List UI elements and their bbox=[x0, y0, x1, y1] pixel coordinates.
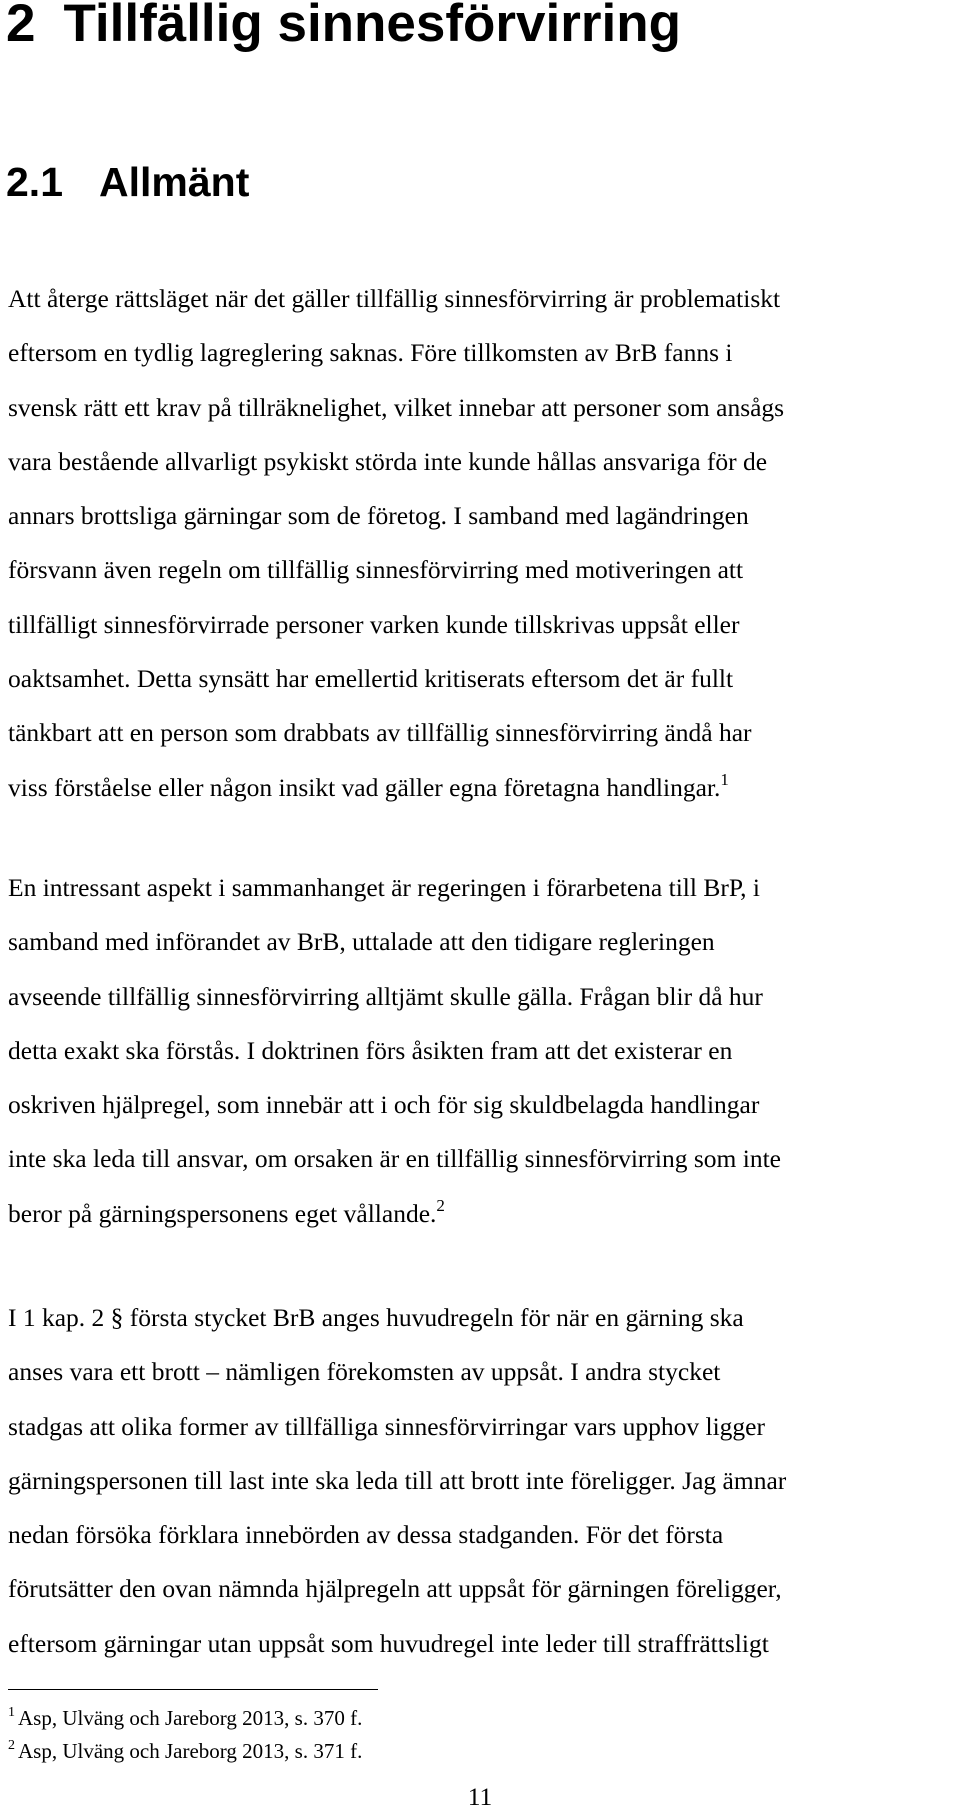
paragraph-1 bbox=[8, 272, 958, 815]
text-line: försvann även regeln om tillfällig sinnesförvirring med motiveringen att bbox=[8, 555, 744, 585]
text-line: gärningspersonen till last inte ska leda till att brott inte föreligger. Jag ämnar bbox=[8, 1465, 787, 1495]
footnote-text: Asp, Ulväng och Jareborg 2013, s. 371 f. bbox=[18, 1739, 363, 1763]
text-line: En intressant aspekt i sammanhanget är regeringen i förarbetena till BrP, i bbox=[8, 873, 761, 902]
chapter-number: 2 bbox=[6, 0, 36, 53]
text-line: I 1 kap. 2 § första stycket BrB anges huvudregeln för när en gärning ska bbox=[8, 1303, 744, 1332]
text-line: inte ska leda till ansvar, om orsaken är en tillfällig sinnesförvirring som inte bbox=[8, 1144, 781, 1174]
text-line: oskriven hjälpregel, som innebär att i och för sig skuldbelagda handlingar bbox=[8, 1090, 760, 1120]
text-line: förutsätter den ovan nämnda hjälpregeln att uppsåt för gärningen föreligger, bbox=[8, 1574, 782, 1604]
text-line: nedan försöka förklara innebörden av dessa stadganden. För det första bbox=[8, 1520, 724, 1550]
paragraph-2 bbox=[8, 861, 958, 1241]
footnote-mark: 2 bbox=[8, 1738, 15, 1753]
text-line: detta exakt ska förstås. I doktrinen förs åsikten fram att det existerar en bbox=[8, 1035, 733, 1065]
text-line: annars brottsliga gärningar som de företog. I samband med lagändringen bbox=[8, 501, 749, 531]
text-line bbox=[8, 761, 958, 815]
footnote-1 bbox=[8, 1702, 362, 1735]
footnotes bbox=[8, 1702, 362, 1768]
text-line: samband med införandet av BrB, uttalade att den tidigare regleringen bbox=[8, 927, 715, 957]
text-line: oaktsamhet. Detta synsätt har emellertid kritiserats eftersom det är fullt bbox=[8, 664, 734, 694]
footnote-reference-1[interactable]: 1 bbox=[720, 769, 729, 789]
text-line-content: viss förståelse eller någon insikt vad gäller egna företagna handlingar. bbox=[8, 772, 721, 802]
text-line: eftersom en tydlig lagreglering saknas. Före tillkomsten av BrB fanns i bbox=[8, 338, 733, 368]
text-line: stadgas att olika former av tillfälliga sinnesförvirringar vars upphov ligger bbox=[8, 1411, 765, 1441]
page-number: 11 bbox=[467, 1782, 493, 1811]
text-line-content: beror på gärningspersonens eget vållande. bbox=[8, 1198, 437, 1228]
footnote-reference-2[interactable]: 2 bbox=[436, 1195, 445, 1215]
section-number: 2.1 bbox=[6, 159, 63, 205]
chapter-heading bbox=[6, 0, 681, 54]
footnote-separator bbox=[8, 1689, 378, 1690]
text-line: vara bestående allvarligt psykiskt störda inte kunde hållas ansvariga för de bbox=[8, 446, 768, 476]
text-line: eftersom gärningar utan uppsåt som huvudregel inte leder till straffrättsligt bbox=[8, 1628, 769, 1658]
text-line bbox=[8, 1187, 958, 1241]
text-line: anses vara ett brott – nämligen förekomsten av uppsåt. I andra stycket bbox=[8, 1357, 721, 1387]
text-line: avseende tillfällig sinnesförvirring alltjämt skulle gälla. Frågan blir då hur bbox=[8, 981, 763, 1011]
footnote-2 bbox=[8, 1735, 362, 1768]
footnote-text: Asp, Ulväng och Jareborg 2013, s. 370 f. bbox=[18, 1706, 363, 1730]
section-heading bbox=[6, 158, 249, 206]
text-line: Att återge rättsläget när det gäller tillfällig sinnesförvirring är problematiskt bbox=[8, 284, 781, 313]
text-line: tänkbart att en person som drabbats av tillfällig sinnesförvirring ändå har bbox=[8, 718, 752, 748]
paragraph-3 bbox=[8, 1291, 958, 1671]
section-title: Allmänt bbox=[99, 159, 250, 205]
footnote-mark: 1 bbox=[8, 1705, 15, 1720]
text-line: svensk rätt ett krav på tillräknelighet, vilket innebar att personer som ansågs bbox=[8, 392, 785, 422]
chapter-title: Tillfällig sinnesförvirring bbox=[63, 0, 681, 53]
text-line: tillfälligt sinnesförvirrade personer varken kunde tillskrivas uppsåt eller bbox=[8, 609, 740, 639]
